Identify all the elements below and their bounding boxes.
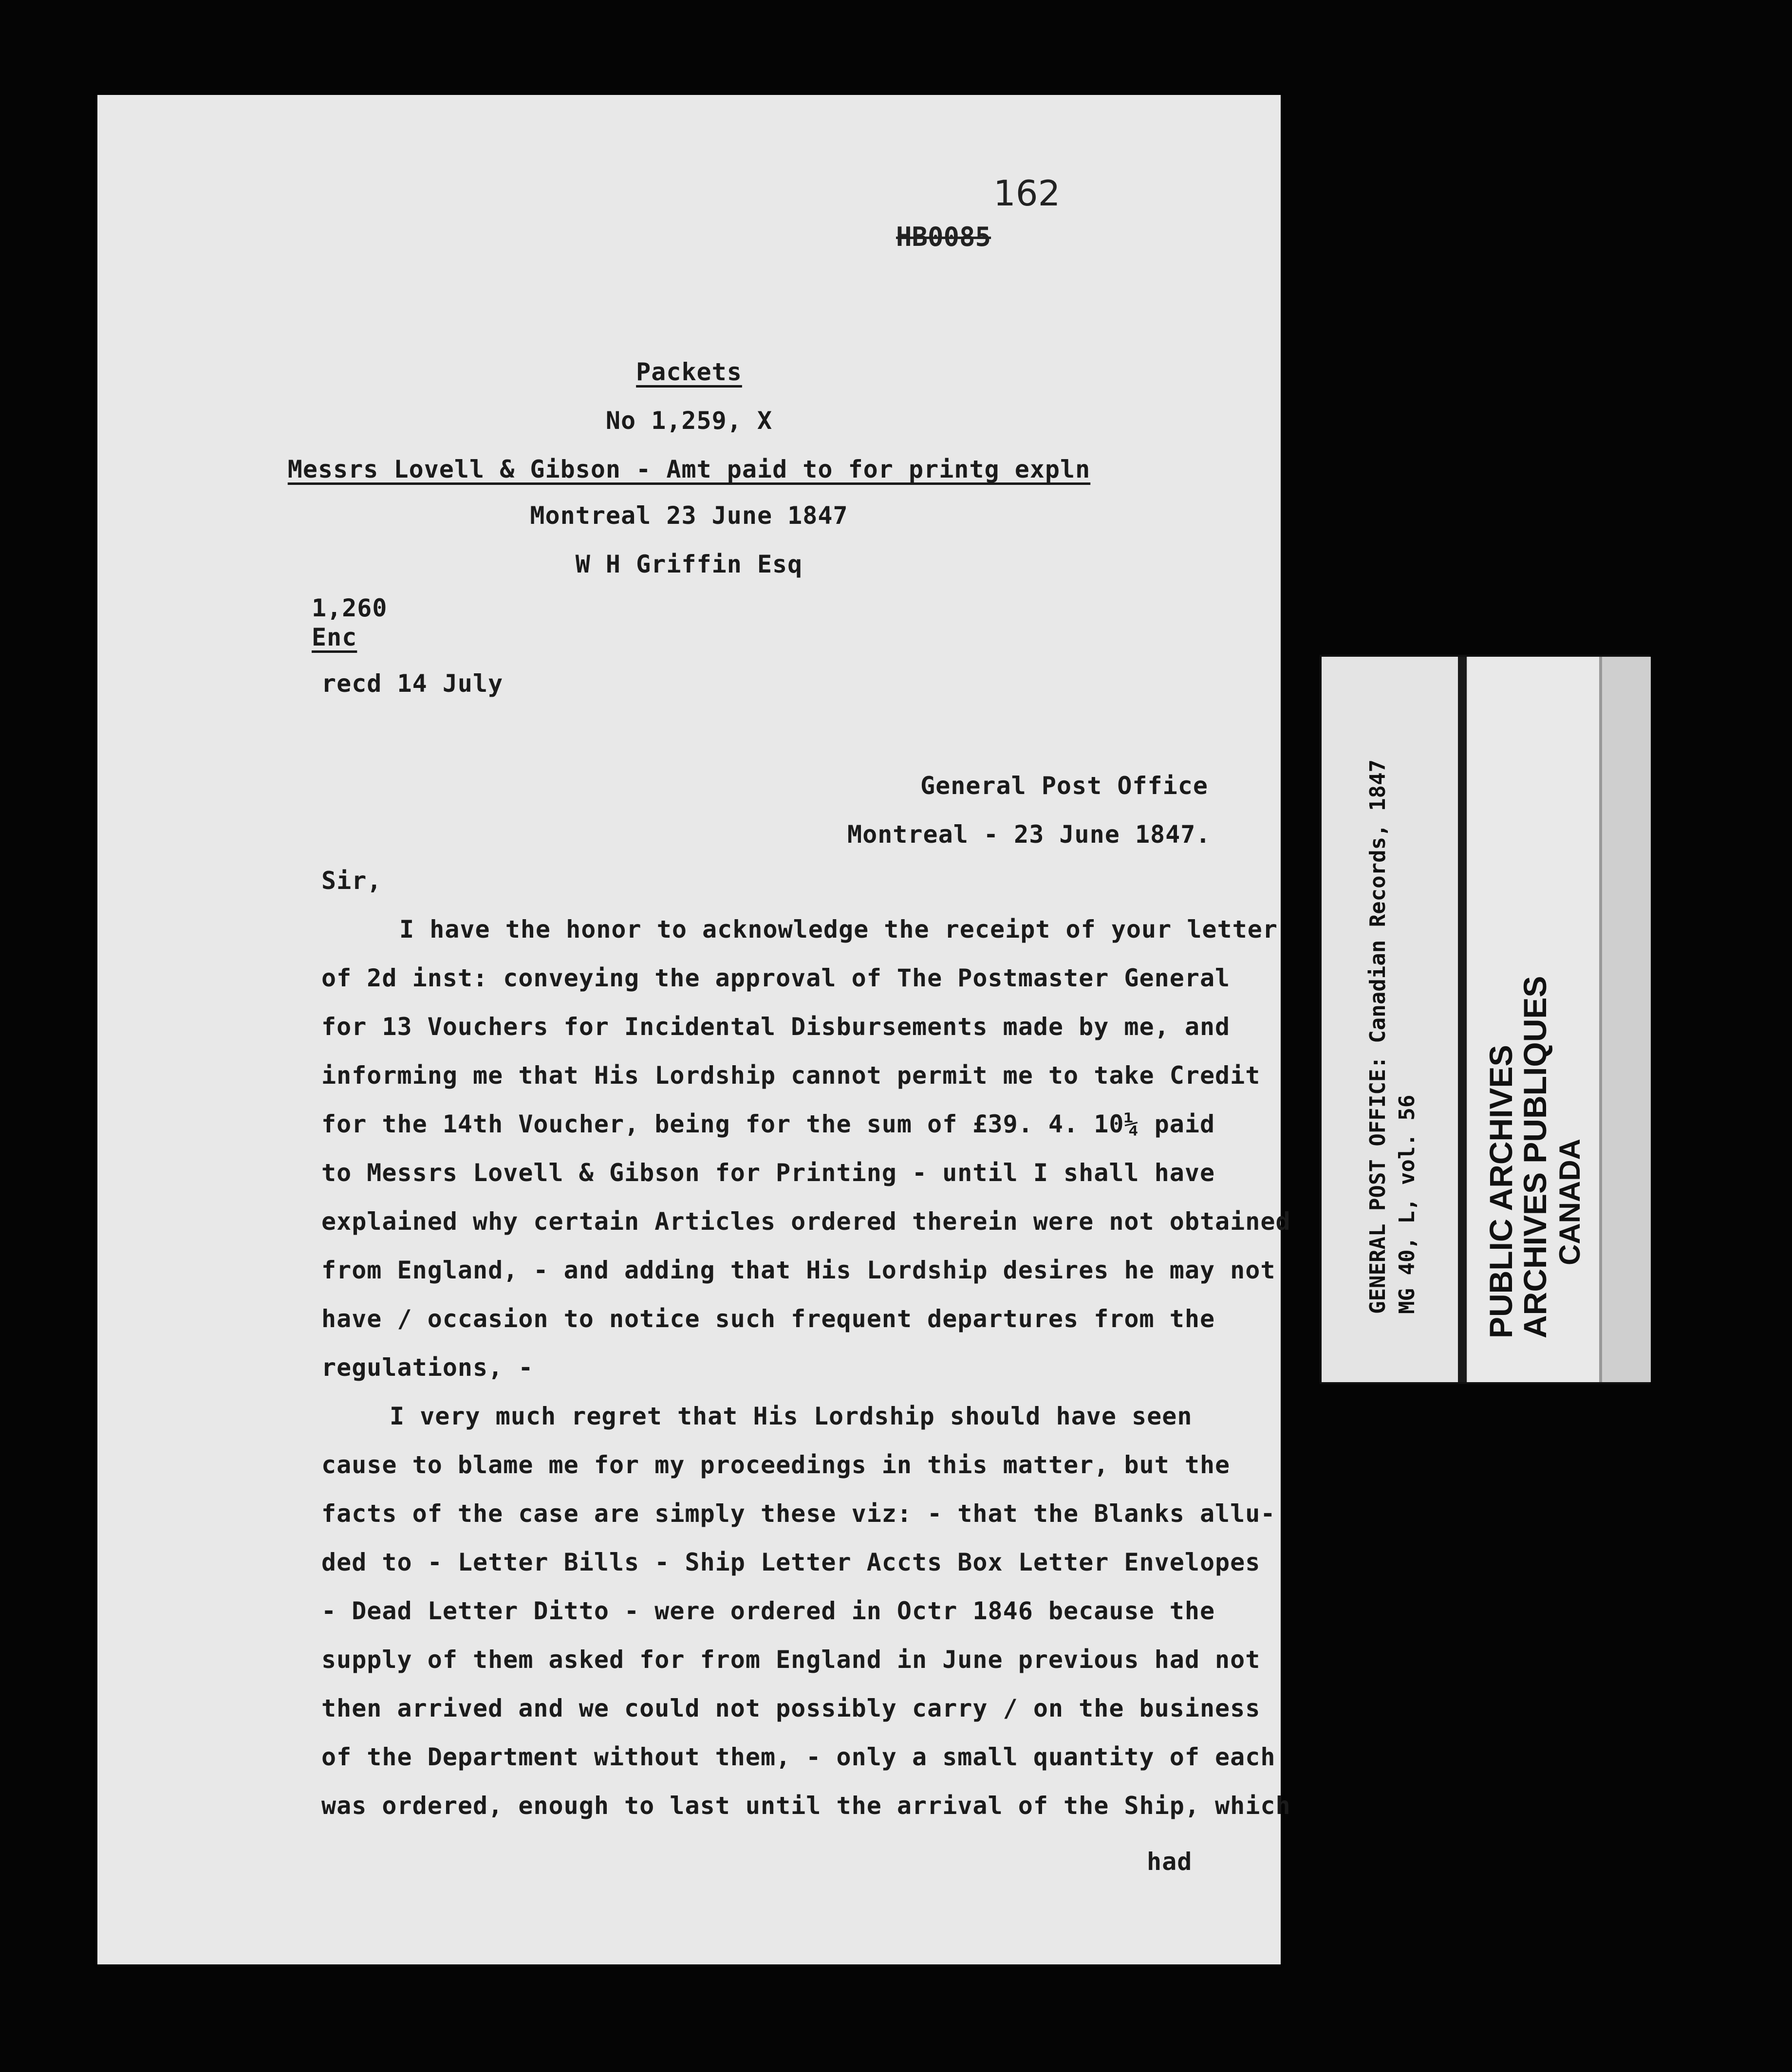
margin-ref: 1,260 [312,594,388,622]
letter-line: facts of the case are simply these viz: - that the Blanks allu- [321,1499,1276,1528]
archive-country: CANADA [1553,1139,1586,1265]
document-page [97,95,1291,1964]
label-band [1599,657,1651,1382]
letter-line: from England, - and adding that His Lordship desires he may not [321,1256,1276,1284]
archive-name-fr: ARCHIVES PUBLIQUES [1517,976,1553,1338]
archive-name-en: PUBLIC ARCHIVES [1483,1045,1519,1338]
archive-series: GENERAL POST OFFICE: Canadian Records, 1847 [1365,759,1390,1314]
summary-line: Messrs Lovell & Gibson - Amt paid to for printg expln [287,455,1091,483]
letter-line: I very much regret that His Lordship should have seen [390,1402,1193,1430]
letter-line: ded to - Letter Bills - Ship Letter Accts Box Letter Envelopes [321,1548,1261,1576]
label-band [1322,657,1467,1382]
letter-line: for 13 Vouchers for Incidental Disbursements made by me, and [321,1013,1231,1041]
catchword: had [1147,1848,1193,1876]
margin-enc: Enc [312,623,357,651]
subject-heading: Packets [636,358,742,386]
margin-received: recd 14 July [321,669,504,698]
letter-line: - Dead Letter Ditto - were ordered in Octr 1846 because the [321,1597,1215,1625]
document-number: No 1,259, X [605,407,773,435]
addressee: W H Griffin Esq [575,550,803,578]
letter-line: I have the honor to acknowledge the receipt of your letter [399,915,1278,944]
letter-line: for the 14th Voucher, being for the sum of £39. 4. 10¼ paid [321,1110,1215,1138]
letter-line: of 2d inst: conveying the approval of The Postmaster General [321,964,1231,992]
letter-line: then arrived and we could not possibly carry / on the business [321,1694,1261,1722]
letter-line: regulations, - [321,1353,534,1382]
archive-volume: MG 40, L, vol. 56 [1395,1094,1419,1314]
archive-label [1320,655,1650,1384]
letter-line: supply of them asked for from England in June previous had not [321,1646,1261,1674]
sender-office: General Post Office [920,772,1208,800]
letter-date: Montreal - 23 June 1847. [847,820,1211,849]
letter-line: to Messrs Lovell & Gibson for Printing - until I shall have [321,1159,1215,1187]
letter-line: cause to blame me for my proceedings in this matter, but the [321,1451,1231,1479]
letter-line: of the Department without them, - only a small quantity of each [321,1743,1276,1771]
letter-line: informing me that His Lordship cannot permit me to take Credit [321,1061,1261,1090]
old-folio-number: HB0085 [896,222,991,252]
letter-line: have / occasion to notice such frequent departures from the [321,1305,1215,1333]
salutation: Sir, [321,867,382,895]
folio-number: 162 [993,173,1061,214]
letter-line: explained why certain Articles ordered therein were not obtained [321,1207,1291,1236]
heading-place-date: Montreal 23 June 1847 [530,501,848,530]
letter-line: was ordered, enough to last until the arrival of the Ship, which [321,1792,1291,1820]
